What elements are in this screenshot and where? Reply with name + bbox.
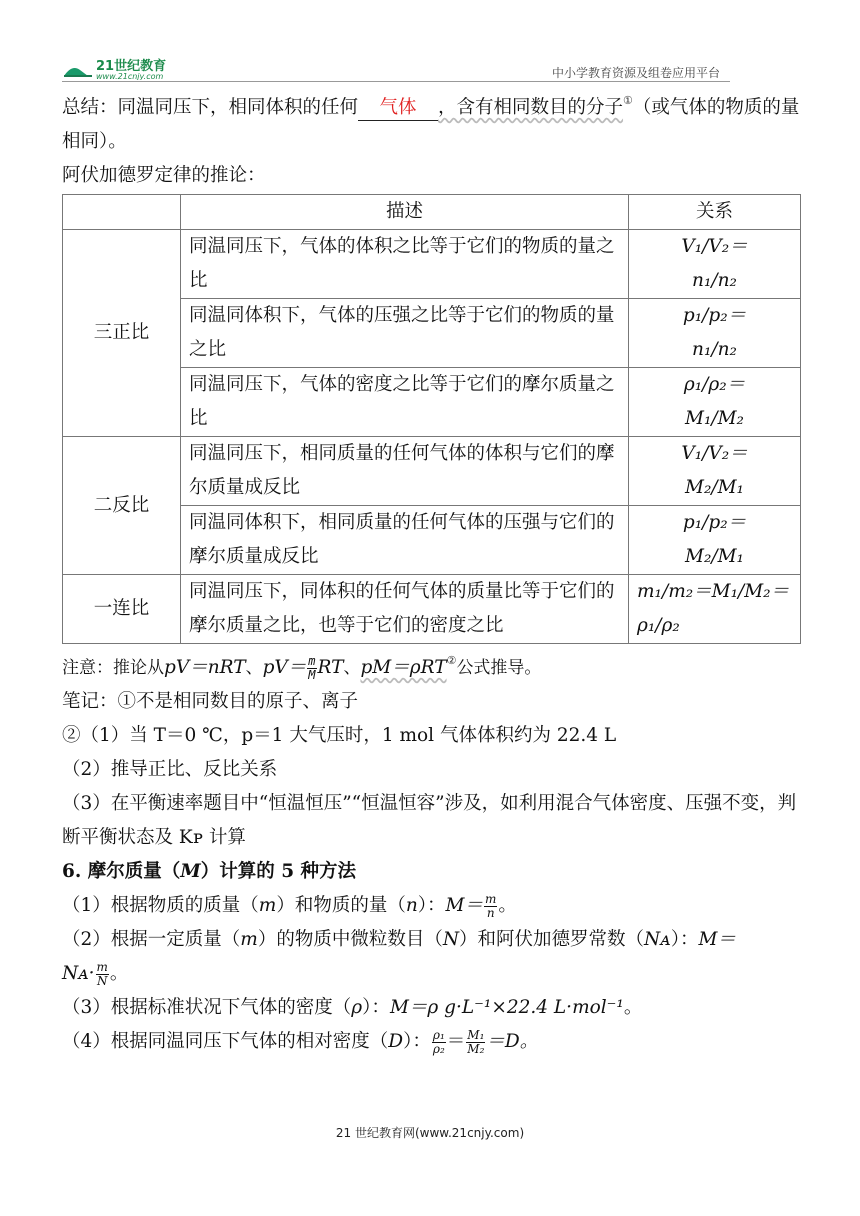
method-2: （2）根据一定质量（m）的物质中微粒数目（N）和阿伏加德罗常数（Nᴀ）：M＝ Nᴀ· $\frac{m}{N}$ 。: [62, 929, 736, 988]
platform-label: 中小学教育资源及组卷应用平台: [551, 66, 720, 80]
notes-line-1: 笔记：①不是相同数目的原子、离子: [62, 691, 359, 712]
site-logo: [62, 58, 214, 80]
derivation-note: 注意：推论从pV＝nRT、pV＝ $\frac{m}{M}$ RT、pM＝ρRT②公式推导。: [62, 653, 542, 682]
document-body: [62, 84, 802, 1059]
notes-line-4: （3）在平衡速率题目中“恒温恒压”“恒温恒容”涉及，如利用混合气体密度、压强不变，判断平衡状态及 Kᴘ 计算: [62, 793, 797, 848]
category-cell: 二反比: [63, 437, 181, 575]
relation-cell: ρ₁/ρ₂＝ M₁/M₂: [629, 368, 801, 437]
section-6-title: 6. 摩尔质量（M）计算的 5 种方法: [62, 861, 357, 882]
header-description: 描述: [181, 195, 629, 230]
table-row: [63, 575, 801, 644]
table-header-row: [63, 195, 801, 230]
description-cell: 同温同体积下，相同质量的任何气体的压强与它们的摩尔质量成反比: [181, 506, 629, 575]
footnote-mark-1: ①: [623, 94, 633, 107]
description-cell: 同温同压下，气体的密度之比等于它们的摩尔质量之比: [181, 368, 629, 437]
description-cell: 同温同压下，相同质量的任何气体的体积与它们的摩尔质量成反比: [181, 437, 629, 506]
logo-text: 21世纪教育: [96, 59, 167, 74]
summary-paragraph: 总结：同温同压下，相同体积的任何 气体 ，含有相同数目的分子①（或气体的物质的量相同）。: [62, 94, 800, 152]
header-relation: 关系: [629, 195, 801, 230]
table-row: [63, 437, 801, 506]
method-3: （3）根据标准状况下气体的密度（ρ）：M＝ρ g·L⁻¹×22.4 L·mol⁻¹。: [62, 997, 643, 1018]
relation-cell: p₁/p₂＝ M₂/M₁: [629, 506, 801, 575]
relation-cell: p₁/p₂＝ n₁/n₂: [629, 299, 801, 368]
header-empty: [63, 195, 181, 230]
relation-cell: V₁/V₂＝ M₂/M₁: [629, 437, 801, 506]
relation-cell: m₁/m₂＝M₁/M₂＝ ρ₁/ρ₂: [629, 575, 801, 644]
logo-url: www.21cnjy.com: [96, 72, 164, 80]
table-row: [63, 230, 801, 299]
answer-blank: 气体: [358, 96, 438, 121]
avogadro-inference-table: [62, 194, 801, 644]
inference-title: 阿伏加德罗定律的推论：: [62, 165, 266, 186]
page-footer: 21 世纪教育网(www.21cnjy.com): [335, 1126, 525, 1140]
footnote-mark-2: ②: [446, 654, 457, 667]
description-cell: 同温同压下，气体的体积之比等于它们的物质的量之比: [181, 230, 629, 299]
method-4: （4）根据同温同压下气体的相对密度（D）： $\frac{\text{ρ₁}}{\text{ρ₂}}$ ＝ $\frac{\text{M₁}}{\text{M₂}}$ ＝D。: [62, 1027, 539, 1056]
description-cell: 同温同压下，同体积的任何气体的质量比等于它们的摩尔质量之比，也等于它们的密度之比: [181, 575, 629, 644]
description-cell: 同温同体积下，气体的压强之比等于它们的物质的量之比: [181, 299, 629, 368]
notes-line-2: ②（1）当 T＝0 ℃，p＝1 大气压时，1 mol 气体体积约为 22.4 L: [62, 725, 617, 746]
method-1: （1）根据物质的质量（m）和物质的量（n）：M＝ $\frac{m}{n}$ 。: [62, 891, 517, 920]
header-divider: [62, 81, 730, 82]
relation-cell: V₁/V₂＝ n₁/n₂: [629, 230, 801, 299]
category-cell: 三正比: [63, 230, 181, 437]
category-cell: 一连比: [63, 575, 181, 644]
notes-line-3: （2）推导正比、反比关系: [62, 759, 278, 780]
